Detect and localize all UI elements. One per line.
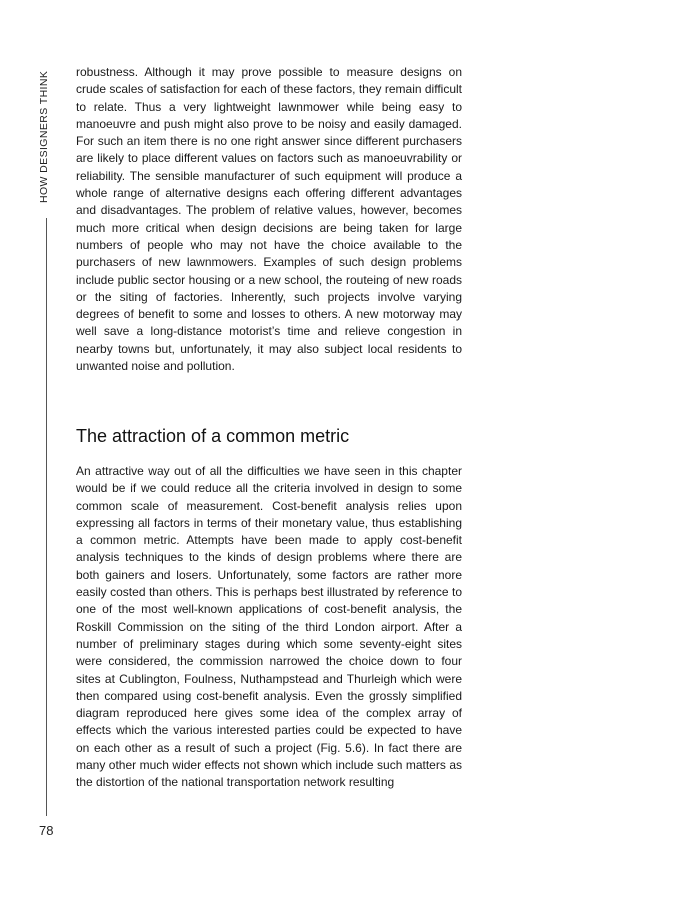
body-paragraph-2: An attractive way out of all the difficulties we have seen in this chapter would be if we could reduce all the criteria involved in design to some common scale of measurement. Cost-benefit analysis relies upon expressing all factors in terms of their monetary value, thus establishing a common metric. Attempts have been made to apply cost-benefit analysis techniques to the kinds of design problems where there are both gainers and losers. Unfortunately, some factors are rather more easily costed than others. This is perhaps best illustrated by reference to one of the most well-known applications of cost-benefit analysis, the Roskill Commission on the siting of the third London airport. After a number of preliminary stages during which some seventy-eight sites were considered, the commission narrowed the choice down to four sites at Cublington, Foulness, Nuthampstead and Thurleigh which were then compared using cost-benefit analysis. Even the grossly simplified diagram reproduced here gives some idea of the complex array of effects which the various interested parties could be expected to have on each other as a result of such a project (Fig. 5.6). In fact there are many other much wider effects not shown which include such matters as the distortion of the national transportation network resulting bbox=[76, 464, 462, 790]
section-heading: The attraction of a common metric bbox=[76, 426, 350, 446]
running-head: HOW DESIGNERS THINK bbox=[38, 70, 50, 203]
margin-rule bbox=[46, 218, 47, 816]
page-number: 78 bbox=[39, 823, 54, 838]
body-paragraph-1: robustness. Although it may prove possible to measure designs on crude scales of satisfaction for each of these factors, they remain difficult to relate. Thus a very lightweight lawnmower while being easy to manoeuvre and push might also prove to be noisy and easily damaged. For such an item there is no one right answer since different purchasers are likely to place different values on factors such as manoeuvrability or reliability. The sensible manufacturer of such equipment will produce a whole range of alternative designs each offering different advantages and disadvantages. The problem of relative values, however, becomes much more critical when design decisions are being taken for large numbers of people who may not have the choice available to the purchasers of new lawnmowers. Examples of such design problems include public sector housing or a new school, the routeing of new roads or the siting of factories. Inherently, such projects involve varying degrees of benefit to some and losses to others. A new motorway may well save a long-distance motorist’s time and relieve congestion in nearby towns but, unfortunately, it may also subject local residents to unwanted noise and pollution. bbox=[76, 65, 462, 374]
